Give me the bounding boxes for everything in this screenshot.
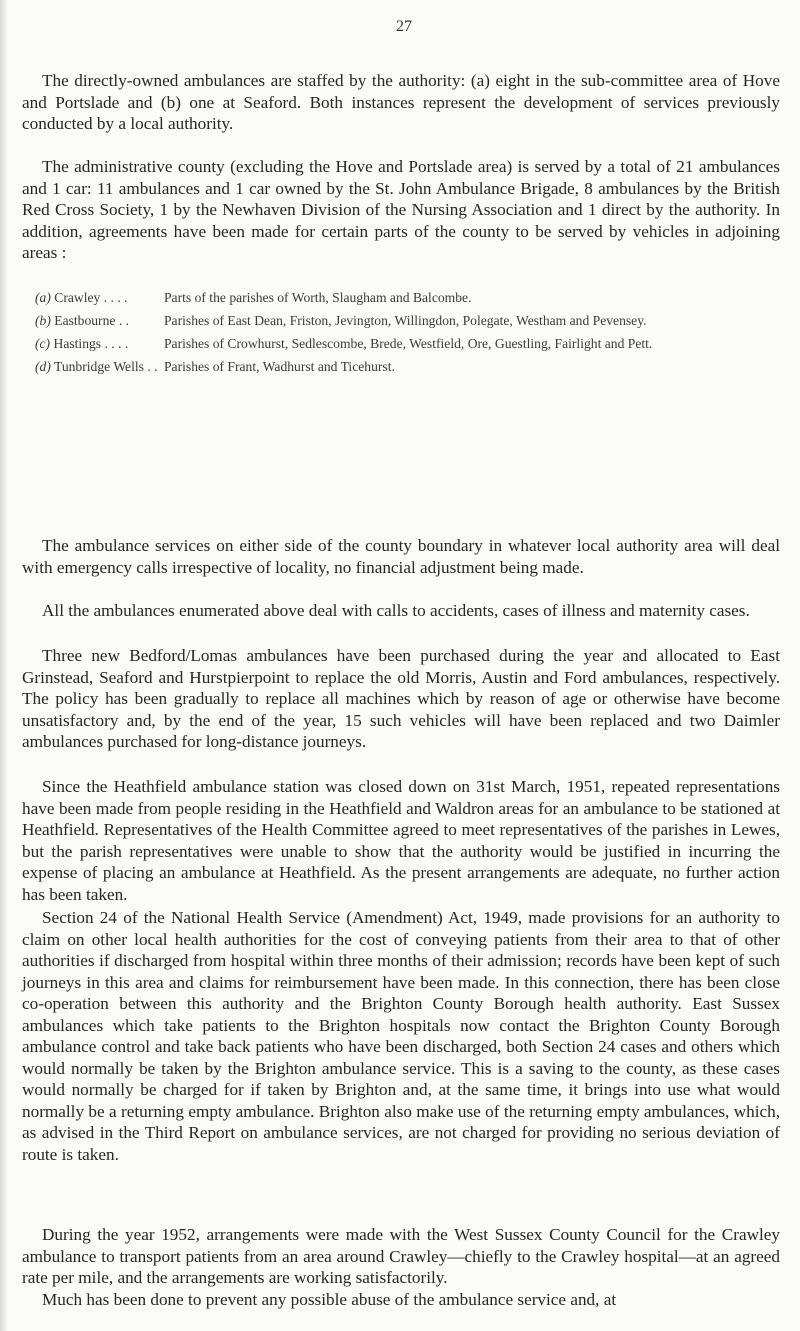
area-name xyxy=(35,335,164,352)
paragraph-administrative-county: The administrative county (excluding the Hove and Portslade area) is served by a total of 21 ambulances and 1 car: 11 ambulances and 1 car owned by the St. John Ambulance Brigade, 8 ambulances by the British Red Cross Society, 1 by the Newhaven Division of the Nursing Association and 1 direct by the authority. In addition, agreements have been made for certain parts of the county to be served by vehicles in adjoining areas : xyxy=(22,157,780,262)
area-name xyxy=(35,312,164,329)
area-label: Hastings . . xyxy=(53,336,115,351)
area-name xyxy=(35,289,164,306)
paragraph-county-boundary: The ambulance services on either side of the county boundary in whatever local authority area will deal with emergency calls irrespective of locality, no financial adjustment being made. xyxy=(22,536,780,577)
adjoining-areas-list xyxy=(35,289,785,382)
area-label: Eastbourne xyxy=(54,313,116,328)
paragraph-section-24: Section 24 of the National Health Service (Amendment) Act, 1949, made provisions for an authority to claim on other local health authorities for the cost of conveying patients from their area to that of other authorities if discharged from hospital within three months of their admission; records have been kept of such journeys in this area and claims for reimbursement have been made. In this connection, there has been close co-operation between this authority and the Brighton County Borough health authority. East Sussex ambulances which take patients to the Brighton hospitals now contact the Brighton County Borough ambulance control and take back patients who have been discharged, both Section 24 cases and others which would normally be taken by the Brighton ambulance service. This is a saving to the county, as these cases would normally be charged for if taken by Brighton and, at the same time, it brings into use what would normally be a returning empty ambulance. Brighton also make use of the returning empty ambulances, which, as advised in the Third Report on ambulance services, are not charged for providing no serious deviation of route is taken. xyxy=(22,908,780,1164)
area-description: Parishes of Crowhurst, Sedlescombe, Brede, Westfield, Ore, Guestling, Fairlight and Pett. xyxy=(164,336,653,351)
area-description: Parishes of East Dean, Friston, Jevington, Willingdon, Polegate, Westham and Pevensey. xyxy=(164,313,647,328)
area-letter: (c) xyxy=(35,336,51,351)
page-number: 27 xyxy=(396,18,412,35)
area-leader-dots: . . xyxy=(117,290,128,305)
paragraph-heathfield-station: Since the Heathfield ambulance station was closed down on 31st March, 1951, repeated representations have been made from people residing in the Heathfield and Waldron areas for an ambulance to be stationed at Heathfield. Representatives of the Health Committee agreed to meet representatives of the parishes in Lewes, but the parish representatives were unable to show that the authority would be justified in incurring the expense of placing an ambulance at Heathfield. As the present arrangements are adequate, no further action has been taken. xyxy=(22,777,780,904)
area-row-tunbridge-wells xyxy=(35,358,785,375)
paragraph-west-sussex-arrangement: During the year 1952, arrangements were made with the West Sussex County Council for the Crawley ambulance to transport patients from an area around Crawley—chiefly to the Crawley hospital—at an agreed rate per mile, and the arrangements are working satisfactorily. xyxy=(22,1225,780,1287)
area-letter: (b) xyxy=(35,313,51,328)
page-binding-edge xyxy=(0,0,8,1331)
area-description: Parts of the parishes of Worth, Slaugham and Balcombe. xyxy=(164,290,472,305)
area-label: Tunbridge Wells . . xyxy=(54,359,158,374)
paragraph-directly-owned-ambulances: The directly-owned ambulances are staffed by the authority: (a) eight in the sub-committee area of Hove and Portslade and (b) one at Seaford. Both instances represent the development of services previously conducted by a local authority. xyxy=(22,71,780,133)
area-label: Crawley . . xyxy=(54,290,114,305)
area-letter: (d) xyxy=(35,359,51,374)
paragraph-new-ambulances: Three new Bedford/Lomas ambulances have been purchased during the year and allocated to East Grinstead, Seaford and Hurstpierpoint to replace the old Morris, Austin and Ford ambulances, respectively. The policy has been gradually to replace all machines which by reason of age or otherwise have become unsatisfactory and, by the end of the year, 15 such vehicles will have been replaced and two Daimler ambulances purchased for long-distance journeys. xyxy=(22,646,780,751)
area-letter: (a) xyxy=(35,290,51,305)
paragraph-calls-cases: All the ambulances enumerated above deal with calls to accidents, cases of illness and maternity cases. xyxy=(42,601,750,620)
area-row-crawley xyxy=(35,289,785,306)
area-name xyxy=(35,358,164,375)
area-leader-dots: . . xyxy=(118,336,129,351)
area-row-eastbourne xyxy=(35,312,785,329)
area-leader-dots: . . xyxy=(118,313,130,328)
area-description: Parishes of Frant, Wadhurst and Ticehurst. xyxy=(164,359,395,374)
paragraph-abuse-prevention: Much has been done to prevent any possible abuse of the ambulance service and, at xyxy=(42,1290,617,1309)
area-row-hastings xyxy=(35,335,785,352)
